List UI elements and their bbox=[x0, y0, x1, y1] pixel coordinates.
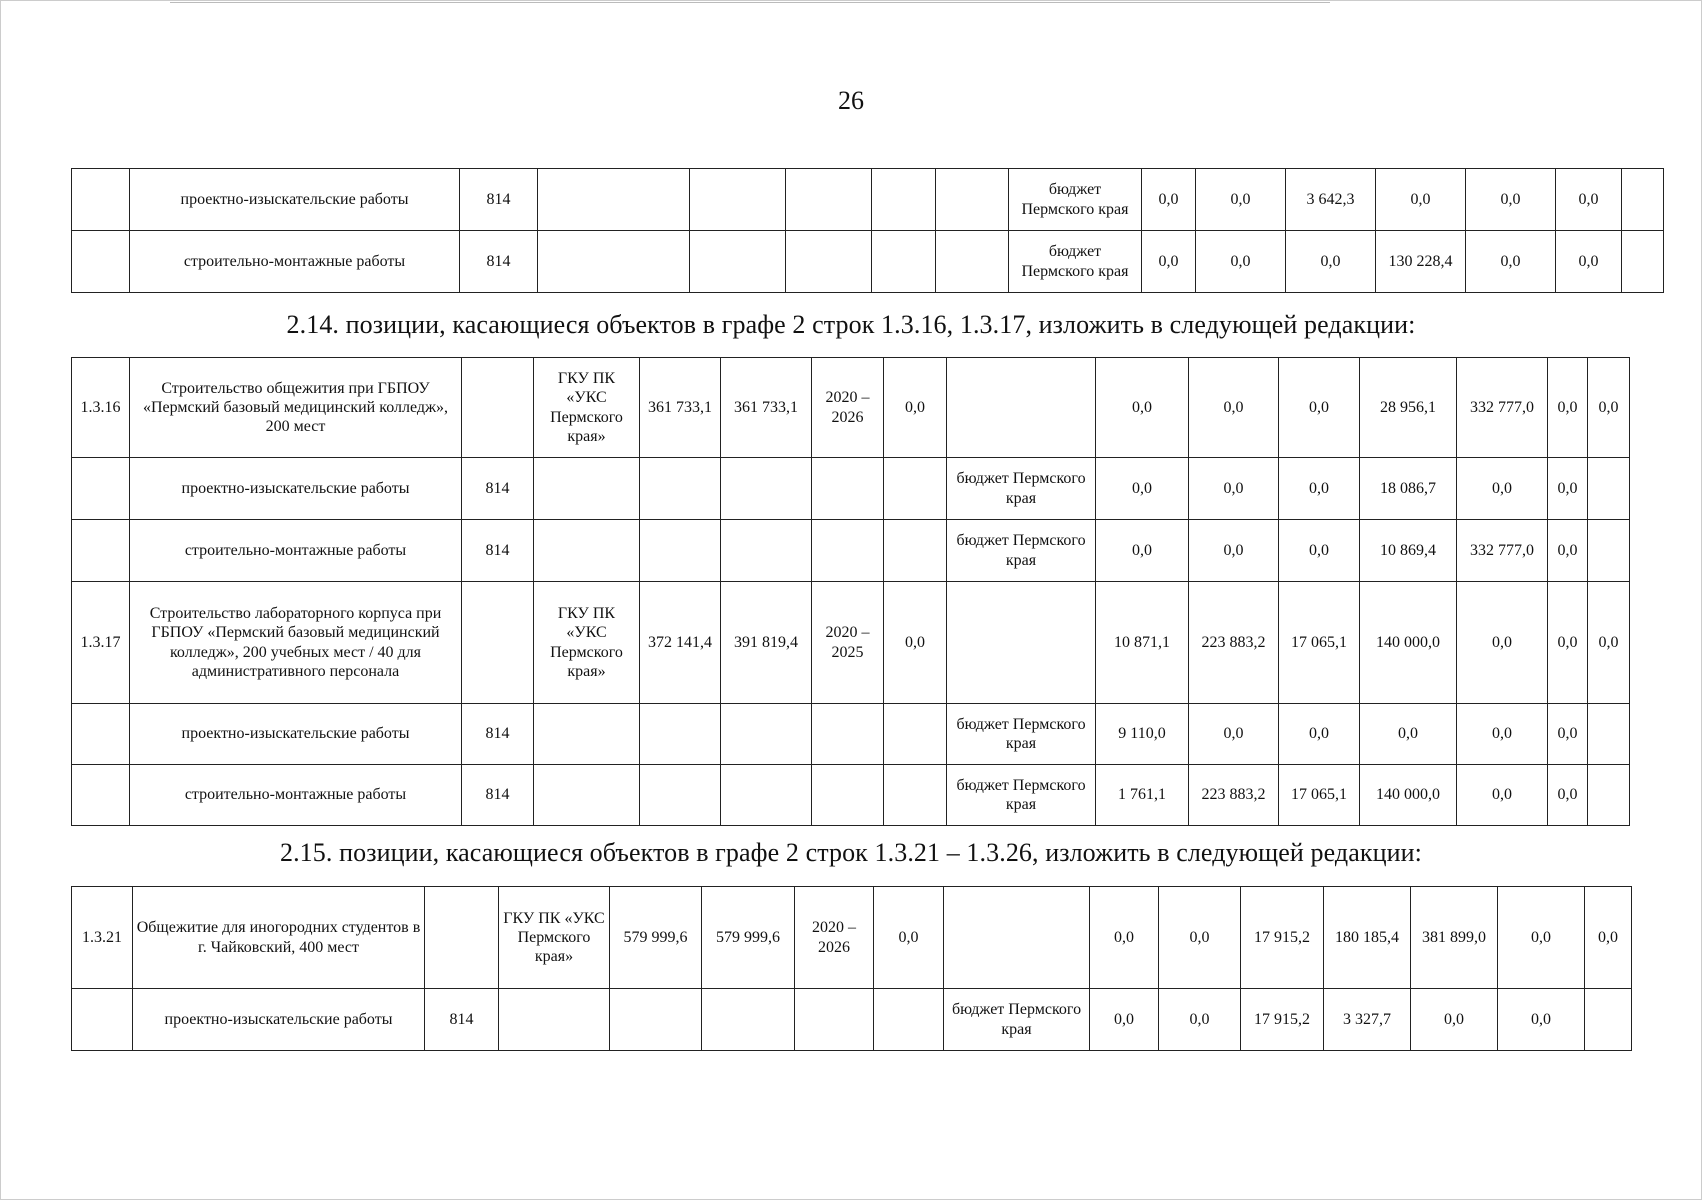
contract-cost-cell: 361 733,1 bbox=[721, 358, 812, 458]
construction-period-cell bbox=[812, 765, 884, 826]
year-3-amount-cell: 0,0 bbox=[1286, 231, 1376, 293]
year-3-amount-cell: 0,0 bbox=[1279, 704, 1360, 765]
funding-source-cell: бюджет Пермского края bbox=[1009, 169, 1142, 231]
year-6-amount-cell: 0,0 bbox=[1556, 231, 1622, 293]
year-3-amount-cell: 0,0 bbox=[1279, 458, 1360, 520]
table-2-15 bbox=[71, 886, 1632, 1051]
year-6-amount-cell: 0,0 bbox=[1548, 765, 1588, 826]
construction-period-cell bbox=[795, 989, 874, 1051]
table-row bbox=[72, 989, 1632, 1051]
kbk-code-cell: 814 bbox=[425, 989, 499, 1051]
object-name-cell: Общежитие для иногородних студентов в г. Чайковский, 400 мест bbox=[133, 887, 425, 989]
year-6-amount-cell: 0,0 bbox=[1498, 887, 1585, 989]
kbk-code-cell: 814 bbox=[460, 169, 538, 231]
year-1-amount-cell: 0,0 bbox=[1090, 989, 1159, 1051]
funding-before-cell bbox=[874, 989, 944, 1051]
year-4-amount-cell: 140 000,0 bbox=[1360, 582, 1457, 704]
customer-cell: ГКУ ПК «УКС Пермского края» bbox=[534, 582, 640, 704]
year-6-amount-cell: 0,0 bbox=[1548, 358, 1588, 458]
year-7-amount-cell bbox=[1585, 989, 1632, 1051]
kbk-code-cell: 814 bbox=[462, 765, 534, 826]
year-6-amount-cell: 0,0 bbox=[1556, 169, 1622, 231]
table-row bbox=[72, 358, 1630, 458]
year-7-amount-cell bbox=[1588, 704, 1630, 765]
year-7-amount-cell bbox=[1588, 765, 1630, 826]
year-2-amount-cell: 0,0 bbox=[1189, 520, 1279, 582]
estimated-cost-cell bbox=[610, 989, 702, 1051]
year-1-amount-cell: 0,0 bbox=[1090, 887, 1159, 989]
year-4-amount-cell: 10 869,4 bbox=[1360, 520, 1457, 582]
year-4-amount-cell: 0,0 bbox=[1360, 704, 1457, 765]
funding-source-cell bbox=[944, 887, 1090, 989]
year-1-amount-cell: 1 761,1 bbox=[1096, 765, 1189, 826]
funding-before-cell: 0,0 bbox=[884, 582, 947, 704]
row-code-cell: 1.3.16 bbox=[72, 358, 130, 458]
object-name-cell: проектно-изыскательские работы bbox=[130, 704, 462, 765]
funding-before-cell: 0,0 bbox=[874, 887, 944, 989]
estimated-cost-cell bbox=[640, 704, 721, 765]
year-3-amount-cell: 17 065,1 bbox=[1279, 582, 1360, 704]
table-row bbox=[72, 169, 1664, 231]
row-code-cell: 1.3.17 bbox=[72, 582, 130, 704]
year-3-amount-cell: 0,0 bbox=[1279, 520, 1360, 582]
funding-source-cell bbox=[947, 582, 1096, 704]
kbk-code-cell: 814 bbox=[462, 520, 534, 582]
year-2-amount-cell: 223 883,2 bbox=[1189, 582, 1279, 704]
estimated-cost-cell bbox=[640, 765, 721, 826]
table-row bbox=[72, 231, 1664, 293]
funding-source-cell: бюджет Пермского края bbox=[944, 989, 1090, 1051]
year-5-amount-cell: 0,0 bbox=[1457, 458, 1548, 520]
customer-cell bbox=[534, 765, 640, 826]
object-name-cell: строительно-монтажные работы bbox=[130, 765, 462, 826]
year-1-amount-cell: 0,0 bbox=[1096, 458, 1189, 520]
funding-before-cell bbox=[884, 765, 947, 826]
year-4-amount-cell: 3 327,7 bbox=[1324, 989, 1411, 1051]
object-name-cell: строительно-монтажные работы bbox=[130, 231, 460, 293]
object-name-cell: проектно-изыскательские работы bbox=[133, 989, 425, 1051]
section-heading-2-15: 2.15. позиции, касающиеся объектов в графе 2 строк 1.3.21 – 1.3.26, изложить в следующей редакции: bbox=[279, 838, 1423, 867]
year-1-amount-cell: 9 110,0 bbox=[1096, 704, 1189, 765]
object-name-cell: Строительство лабораторного корпуса при ГБПОУ «Пермский базовый медицинский колледж», 200 учебных мест / 40 для административного персонала bbox=[130, 582, 462, 704]
construction-period-cell: 2020 – 2026 bbox=[812, 358, 884, 458]
year-2-amount-cell: 0,0 bbox=[1189, 704, 1279, 765]
estimated-cost-cell: 579 999,6 bbox=[610, 887, 702, 989]
funding-source-cell: бюджет Пермского края bbox=[1009, 231, 1142, 293]
estimated-cost-cell: 372 141,4 bbox=[640, 582, 721, 704]
contract-cost-cell: 391 819,4 bbox=[721, 582, 812, 704]
row-code-cell bbox=[72, 989, 133, 1051]
customer-cell bbox=[538, 169, 690, 231]
construction-period-cell bbox=[872, 231, 936, 293]
kbk-code-cell: 814 bbox=[462, 458, 534, 520]
row-code-cell bbox=[72, 765, 130, 826]
customer-cell bbox=[534, 520, 640, 582]
year-6-amount-cell: 0,0 bbox=[1498, 989, 1585, 1051]
year-5-amount-cell: 0,0 bbox=[1457, 582, 1548, 704]
funding-before-cell bbox=[936, 231, 1009, 293]
year-4-amount-cell: 130 228,4 bbox=[1376, 231, 1466, 293]
year-6-amount-cell: 0,0 bbox=[1548, 520, 1588, 582]
kbk-code-cell bbox=[462, 358, 534, 458]
customer-cell bbox=[499, 989, 610, 1051]
top-rule bbox=[170, 2, 1330, 3]
estimated-cost-cell bbox=[640, 520, 721, 582]
section-heading-2-14: 2.14. позиции, касающиеся объектов в графе 2 строк 1.3.16, 1.3.17, изложить в следующей редакции: bbox=[286, 310, 1416, 339]
year-2-amount-cell: 0,0 bbox=[1189, 458, 1279, 520]
year-6-amount-cell: 0,0 bbox=[1548, 704, 1588, 765]
row-code-cell bbox=[72, 231, 130, 293]
year-3-amount-cell: 3 642,3 bbox=[1286, 169, 1376, 231]
year-7-amount-cell: 0,0 bbox=[1588, 358, 1630, 458]
year-5-amount-cell: 0,0 bbox=[1457, 704, 1548, 765]
year-1-amount-cell: 0,0 bbox=[1096, 520, 1189, 582]
table-2-14 bbox=[71, 357, 1630, 826]
year-7-amount-cell bbox=[1588, 520, 1630, 582]
year-2-amount-cell: 0,0 bbox=[1159, 887, 1241, 989]
construction-period-cell: 2020 – 2025 bbox=[812, 582, 884, 704]
year-2-amount-cell: 223 883,2 bbox=[1189, 765, 1279, 826]
year-5-amount-cell: 332 777,0 bbox=[1457, 358, 1548, 458]
row-code-cell bbox=[72, 169, 130, 231]
funding-source-cell: бюджет Пермского края bbox=[947, 520, 1096, 582]
year-4-amount-cell: 180 185,4 bbox=[1324, 887, 1411, 989]
year-5-amount-cell: 0,0 bbox=[1411, 989, 1498, 1051]
year-3-amount-cell: 17 915,2 bbox=[1241, 887, 1324, 989]
year-5-amount-cell: 0,0 bbox=[1466, 169, 1556, 231]
year-2-amount-cell: 0,0 bbox=[1196, 169, 1286, 231]
object-name-cell: Строительство общежития при ГБПОУ «Пермский базовый медицинский колледж», 200 мест bbox=[130, 358, 462, 458]
funding-before-cell: 0,0 bbox=[884, 358, 947, 458]
estimated-cost-cell bbox=[690, 169, 786, 231]
year-4-amount-cell: 140 000,0 bbox=[1360, 765, 1457, 826]
year-5-amount-cell: 0,0 bbox=[1457, 765, 1548, 826]
contract-cost-cell bbox=[786, 169, 872, 231]
contract-cost-cell bbox=[721, 520, 812, 582]
contract-cost-cell bbox=[721, 704, 812, 765]
year-7-amount-cell bbox=[1622, 169, 1664, 231]
year-7-amount-cell bbox=[1622, 231, 1664, 293]
object-name-cell: проектно-изыскательские работы bbox=[130, 169, 460, 231]
customer-cell: ГКУ ПК «УКС Пермского края» bbox=[534, 358, 640, 458]
row-code-cell: 1.3.21 bbox=[72, 887, 133, 989]
estimated-cost-cell bbox=[690, 231, 786, 293]
year-4-amount-cell: 0,0 bbox=[1376, 169, 1466, 231]
customer-cell: ГКУ ПК «УКС Пермского края» bbox=[499, 887, 610, 989]
table-row bbox=[72, 704, 1630, 765]
table-row bbox=[72, 458, 1630, 520]
funding-before-cell bbox=[884, 520, 947, 582]
row-code-cell bbox=[72, 520, 130, 582]
funding-source-cell bbox=[947, 358, 1096, 458]
contract-cost-cell bbox=[786, 231, 872, 293]
year-4-amount-cell: 18 086,7 bbox=[1360, 458, 1457, 520]
funding-before-cell bbox=[936, 169, 1009, 231]
estimated-cost-cell bbox=[640, 458, 721, 520]
object-name-cell: проектно-изыскательские работы bbox=[130, 458, 462, 520]
year-1-amount-cell: 10 871,1 bbox=[1096, 582, 1189, 704]
funding-source-cell: бюджет Пермского края bbox=[947, 458, 1096, 520]
contract-cost-cell bbox=[721, 458, 812, 520]
kbk-code-cell bbox=[462, 582, 534, 704]
kbk-code-cell: 814 bbox=[460, 231, 538, 293]
construction-period-cell bbox=[812, 520, 884, 582]
table-row bbox=[72, 520, 1630, 582]
year-5-amount-cell: 0,0 bbox=[1466, 231, 1556, 293]
year-5-amount-cell: 332 777,0 bbox=[1457, 520, 1548, 582]
row-code-cell bbox=[72, 458, 130, 520]
year-4-amount-cell: 28 956,1 bbox=[1360, 358, 1457, 458]
contract-cost-cell bbox=[721, 765, 812, 826]
funding-source-cell: бюджет Пермского края bbox=[947, 765, 1096, 826]
year-6-amount-cell: 0,0 bbox=[1548, 582, 1588, 704]
customer-cell bbox=[538, 231, 690, 293]
funding-source-cell: бюджет Пермского края bbox=[947, 704, 1096, 765]
year-2-amount-cell: 0,0 bbox=[1189, 358, 1279, 458]
year-7-amount-cell: 0,0 bbox=[1588, 582, 1630, 704]
year-1-amount-cell: 0,0 bbox=[1142, 169, 1196, 231]
year-3-amount-cell: 17 915,2 bbox=[1241, 989, 1324, 1051]
customer-cell bbox=[534, 704, 640, 765]
table-row bbox=[72, 887, 1632, 989]
page-number: 26 bbox=[838, 86, 864, 115]
estimated-cost-cell: 361 733,1 bbox=[640, 358, 721, 458]
year-3-amount-cell: 17 065,1 bbox=[1279, 765, 1360, 826]
funding-before-cell bbox=[884, 704, 947, 765]
row-code-cell bbox=[72, 704, 130, 765]
kbk-code-cell bbox=[425, 887, 499, 989]
year-5-amount-cell: 381 899,0 bbox=[1411, 887, 1498, 989]
construction-period-cell bbox=[812, 458, 884, 520]
year-1-amount-cell: 0,0 bbox=[1142, 231, 1196, 293]
object-name-cell: строительно-монтажные работы bbox=[130, 520, 462, 582]
year-2-amount-cell: 0,0 bbox=[1159, 989, 1241, 1051]
table-row bbox=[72, 582, 1630, 704]
year-1-amount-cell: 0,0 bbox=[1096, 358, 1189, 458]
table-row bbox=[72, 765, 1630, 826]
kbk-code-cell: 814 bbox=[462, 704, 534, 765]
contract-cost-cell: 579 999,6 bbox=[702, 887, 795, 989]
construction-period-cell bbox=[872, 169, 936, 231]
year-6-amount-cell: 0,0 bbox=[1548, 458, 1588, 520]
funding-before-cell bbox=[884, 458, 947, 520]
contract-cost-cell bbox=[702, 989, 795, 1051]
year-7-amount-cell bbox=[1588, 458, 1630, 520]
year-2-amount-cell: 0,0 bbox=[1196, 231, 1286, 293]
table-continuation bbox=[71, 168, 1664, 293]
construction-period-cell: 2020 – 2026 bbox=[795, 887, 874, 989]
customer-cell bbox=[534, 458, 640, 520]
construction-period-cell bbox=[812, 704, 884, 765]
year-3-amount-cell: 0,0 bbox=[1279, 358, 1360, 458]
year-7-amount-cell: 0,0 bbox=[1585, 887, 1632, 989]
